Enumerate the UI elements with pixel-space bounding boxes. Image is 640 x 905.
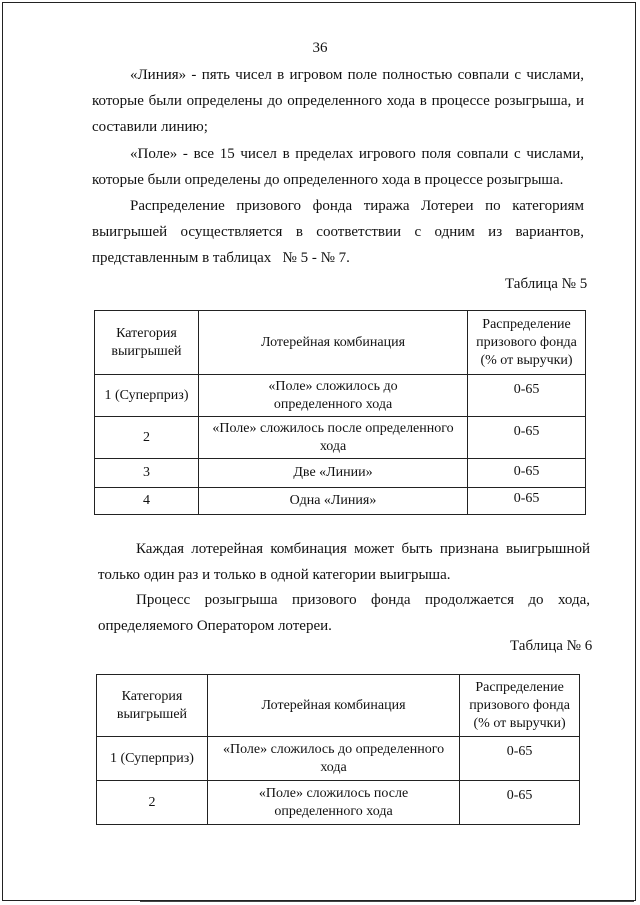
paragraph-line: Каждая лотерейная комбинация может быть признана выигрышной (136, 541, 590, 557)
table-header-row (95, 311, 586, 375)
paragraph-line: Распределение призового фонда тиража Лотереи по категориям (130, 198, 584, 214)
cell-category: 1 (Суперприз) (95, 375, 199, 417)
cell-value: 0-65 (460, 737, 580, 781)
cell-combination: «Поле» сложилось после определенного хода (198, 417, 467, 459)
cell-value: 0-65 (460, 781, 580, 825)
cell-value: 0-65 (468, 417, 586, 459)
bottom-edge-line (140, 901, 634, 902)
table-row (95, 488, 586, 515)
paragraph-line: составили линию; (92, 119, 208, 135)
cell-value: 0-65 (468, 459, 586, 488)
table5-caption: Таблица № 5 (505, 276, 588, 292)
cell-value: 0-65 (468, 488, 586, 515)
header-combination: Лотерейная комбинация (207, 675, 459, 737)
header-category: Категория выигрышей (95, 311, 199, 375)
paragraph-line: «Линия» - пять чисел в игровом поле полностью совпали с числами, (130, 67, 584, 83)
paragraph-line: которые были определены до определенного хода в процессе розыгрыша. (92, 172, 564, 188)
cell-category: 3 (95, 459, 199, 488)
header-category: Категория выигрышей (97, 675, 208, 737)
table-header-row (97, 675, 580, 737)
paragraph-pole (92, 141, 584, 193)
table-row (95, 459, 586, 488)
paragraph-combination-rule (98, 536, 590, 588)
table-6 (96, 674, 580, 825)
paragraph-line: Процесс розыгрыша призового фонда продолжается до хода, (136, 592, 590, 608)
table-row (95, 375, 586, 417)
cell-combination: «Поле» сложилось до определенного хода (207, 737, 459, 781)
header-distribution: Распределение призового фонда (% от выручки) (460, 675, 580, 737)
table-row (97, 781, 580, 825)
table-5 (94, 310, 586, 515)
paragraph-line: которые были определены до определенного хода в процессе розыгрыша, и (92, 93, 584, 109)
paragraph-line: выигрышей осуществляется в соответствии с одним из вариантов, (92, 224, 584, 240)
paragraph-line: представленным в таблицах № 5 - № 7. (92, 250, 350, 266)
cell-combination: Одна «Линия» (198, 488, 467, 515)
paragraph-line: «Поле» - все 15 чисел в пределах игрового поля совпали с числами, (130, 146, 584, 162)
page-number: 36 (312, 40, 328, 56)
paragraph-draw-process (98, 587, 590, 639)
header-distribution: Распределение призового фонда (% от выручки) (468, 311, 586, 375)
cell-category: 2 (97, 781, 208, 825)
cell-combination: Две «Линии» (198, 459, 467, 488)
table-row (95, 417, 586, 459)
paragraph-liniya (92, 62, 584, 140)
paragraph-line: только один раз и только в одной категории выигрыша. (98, 567, 451, 583)
cell-combination: «Поле» сложилось после определенного хода (207, 781, 459, 825)
cell-category: 4 (95, 488, 199, 515)
table-row (97, 737, 580, 781)
table6-caption: Таблица № 6 (510, 638, 593, 654)
cell-combination: «Поле» сложилось до определенного хода (198, 375, 467, 417)
paragraph-distribution (92, 193, 584, 271)
header-combination: Лотерейная комбинация (198, 311, 467, 375)
cell-value: 0-65 (468, 375, 586, 417)
cell-category: 1 (Суперприз) (97, 737, 208, 781)
cell-category: 2 (95, 417, 199, 459)
paragraph-line: определяемого Оператором лотереи. (98, 618, 332, 634)
